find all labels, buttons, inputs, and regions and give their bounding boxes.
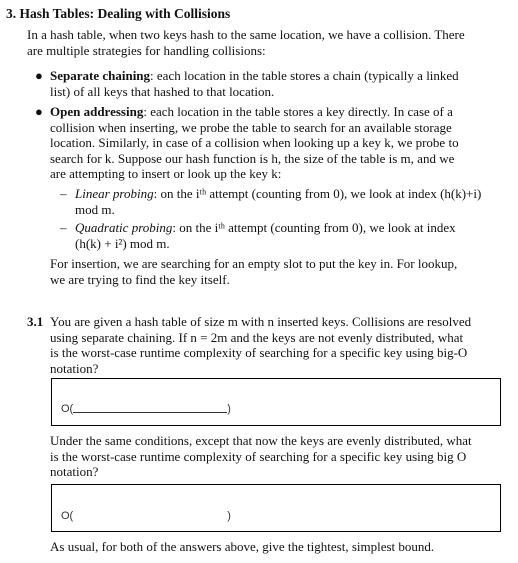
question-1-text: You are given a hash table of size m with n inserted keys. Collisions are resolved using separate chaining. If n = 2m and the keys are not evenly distributed, what is the worst-case runtime complexity of searching for a specific key using big-O notation? — [50, 314, 472, 376]
item-linear-probing: Linear probing: on the iᵗʰ attempt (counting from 0), we look at index (h(k)+i) mod m. — [75, 186, 482, 217]
intro-line-2: are multiple strategies for handling collisions: — [27, 42, 266, 58]
question-2-text: Under the same conditions, except that now the keys are evenly distributed, what is the worst-case runtime complexity of searching for a specific key using big O notation? — [50, 433, 472, 479]
footer-note: As usual, for both of the answers above, give the tightest, simplest bound. — [50, 539, 435, 554]
term-linear-probing: Linear probing — [75, 186, 154, 201]
dash-marker: – — [60, 220, 67, 235]
term-separate-chaining: Separate chaining — [50, 68, 151, 83]
intro-line-1: In a hash table, when two keys hash to the same location, we have a collision. There — [27, 27, 465, 42]
intro-paragraph — [27, 27, 505, 58]
section-title: 3. Hash Tables: Dealing with Collisions — [6, 6, 231, 21]
bullet-open-addressing: Open addressing: each location in the table stores a key directly. In case of a collision when inserting, we probe the table to search for an available storage location. Similarly, in case of a collision when looking up a key k, we probe to search for k. Suppose our hash function is h, the size of the table is m, and we are attempting to insert or look up the key k: — [50, 104, 459, 181]
answer-2-open: O( — [61, 510, 74, 522]
answer-box-1[interactable] — [51, 378, 501, 426]
answer-2-close: ) — [227, 510, 231, 522]
question-number: 3.1 — [27, 314, 44, 329]
answer-1-blank[interactable] — [73, 402, 227, 413]
answer-box-2[interactable] — [51, 484, 501, 532]
bullet-separate-chaining: Separate chaining: each location in the table stores a chain (typically a linked list) of all keys that hashed to that location. — [50, 68, 459, 99]
answer-1-close: ) — [227, 403, 231, 415]
bullet-dot: ● — [35, 68, 43, 83]
answer-1-field[interactable] — [61, 402, 231, 418]
item-quadratic-probing: Quadratic probing: on the iᵗʰ attempt (counting from 0), we look at index (h(k) + i²) mod m. — [75, 220, 456, 251]
term-open-addressing: Open addressing — [50, 104, 144, 119]
answer-1-open: O( — [61, 403, 74, 415]
term-quadratic-probing: Quadratic probing — [75, 220, 173, 235]
bullet-dot: ● — [35, 104, 43, 119]
insertion-note: For insertion, we are searching for an empty slot to put the key in. For lookup, we are trying to find the key itself. — [50, 256, 458, 287]
answer-2-field[interactable] — [61, 509, 231, 525]
dash-marker: – — [60, 186, 67, 201]
